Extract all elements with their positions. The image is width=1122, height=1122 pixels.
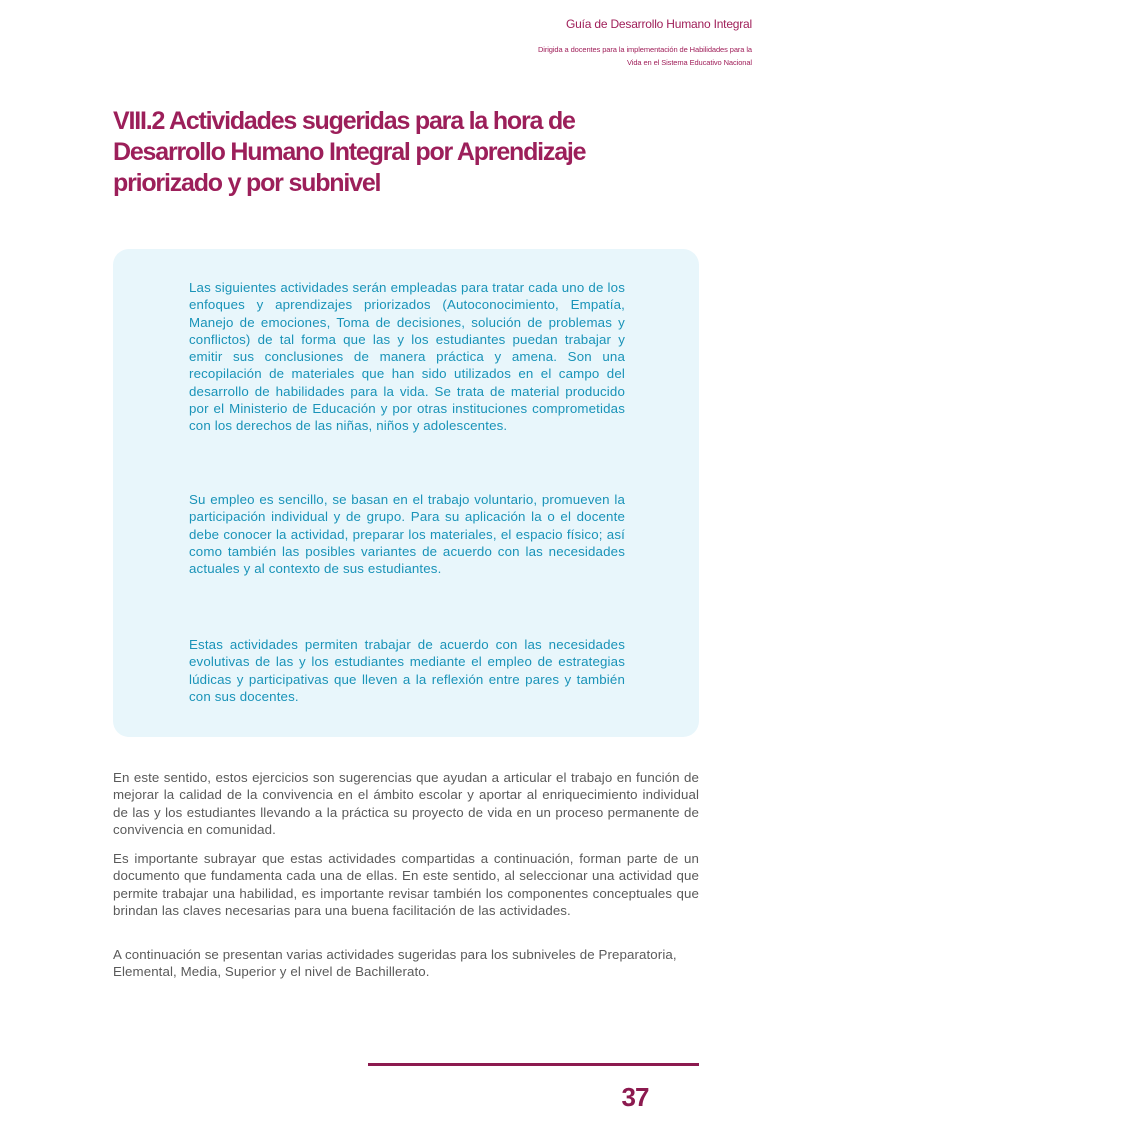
callout-paragraph-2: Su empleo es sencillo, se basan en el trabajo voluntario, promueven la participación individual y de grupo. Para su aplicación la o el docente debe conocer la actividad, preparar los materiales, el espacio físico; así como también las posibles variantes de acuerdo con las necesidades actuales y al contexto de sus estudiantes. <box>189 492 625 577</box>
body-paragraph-3: A continuación se presentan varias actividades sugeridas para los subniveles de Preparatoria, Elemental, Media, Superior y el nivel de Bachillerato. <box>113 947 677 980</box>
running-header-title: Guía de Desarrollo Humano Integral <box>566 17 752 31</box>
callout-box <box>113 249 699 737</box>
running-header-subtitle-line2: Vida en el Sistema Educativo Nacional <box>627 58 752 67</box>
callout-paragraph-1: Las siguientes actividades serán empleadas para tratar cada uno de los enfoques y aprendizajes priorizados (Autoconocimiento, Empatía, Manejo de emociones, Toma de decisiones, solución de problemas y conflictos) de tal forma que las y los estudiantes puedan trabajar y emitir sus conclusiones de manera práctica y amena. Son una recopilación de materiales que han sido utilizados en el campo del desarrollo de habilidades para la vida. Se trata de material producido por el Ministerio de Educación y por otras instituciones comprometidas con los derechos de las niñas, niños y adolescentes. <box>189 280 625 434</box>
page-number: 37 <box>621 1082 649 1112</box>
callout-paragraph-3: Estas actividades permiten trabajar de acuerdo con las necesidades evolutivas de las y los estudiantes mediante el empleo de estrategias lúdicas y participativas que lleven a la reflexión entre pares y también con sus docentes. <box>189 637 625 704</box>
section-title: VIII.2 Actividades sugeridas para la hora de Desarrollo Humano Integral por Aprendizaje priorizado y por subnivel <box>113 107 586 197</box>
footer-rule <box>368 1063 699 1066</box>
body-paragraph-2: Es importante subrayar que estas actividades compartidas a continuación, forman parte de un documento que fundamenta cada una de ellas. En este sentido, al seleccionar una actividad que permite trabajar una habilidad, es importante revisar también los componentes conceptuales que brindan las claves necesarias para una buena facilitación de las actividades. <box>113 851 699 918</box>
running-header-subtitle-line1: Dirigida a docentes para la implementación de Habilidades para la <box>537 45 752 54</box>
body-paragraph-1: En este sentido, estos ejercicios son sugerencias que ayudan a articular el trabajo en función de mejorar la calidad de la convivencia en el ámbito escolar y aportar al enriquecimiento individual de las y los estudiantes llevando a la práctica su proyecto de vida en un proceso permanente de convivencia en comunidad. <box>113 770 699 837</box>
